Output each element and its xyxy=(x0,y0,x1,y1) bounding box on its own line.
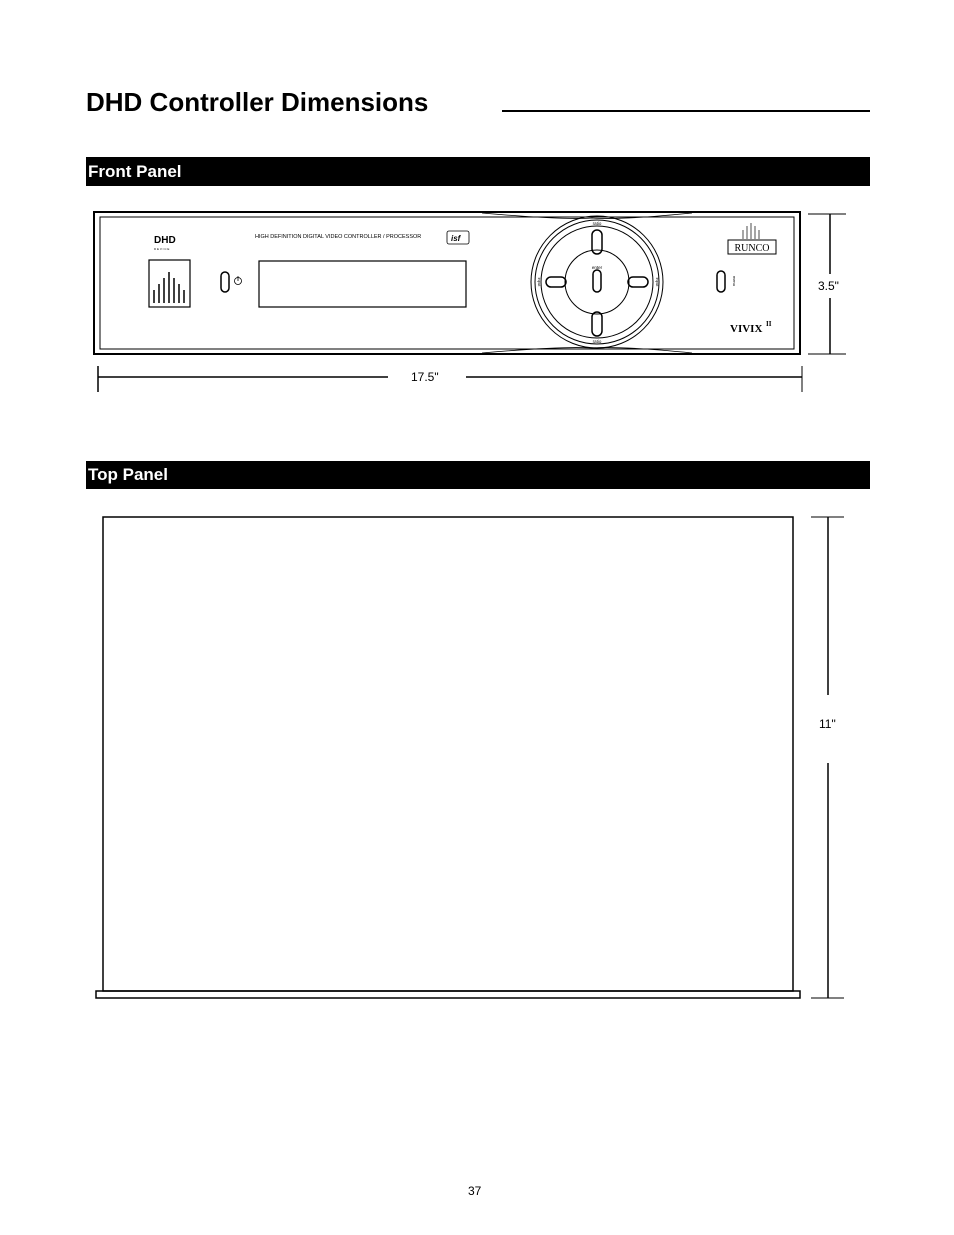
menu-label: menu xyxy=(732,275,737,287)
top-chassis-outline xyxy=(103,517,793,991)
svg-text:II: II xyxy=(766,320,772,328)
isf-logo-icon xyxy=(447,231,469,244)
top-height-dimension xyxy=(811,517,844,998)
input-left-label: input xyxy=(537,277,542,287)
front-width-label: 17.5" xyxy=(411,370,439,384)
page-number: 37 xyxy=(468,1184,482,1198)
top-panel-diagram xyxy=(90,512,850,1004)
front-height-label: 3.5" xyxy=(818,279,839,293)
power-button[interactable] xyxy=(221,272,229,292)
section-heading-front-panel: Front Panel xyxy=(86,157,870,186)
ratio-bottom-label: ratio xyxy=(592,339,602,344)
title-rule xyxy=(502,110,870,112)
vivix-logo-icon xyxy=(730,320,772,335)
svg-text:D E V I C E: D E V I C E xyxy=(154,247,170,251)
enter-label: enter xyxy=(591,265,603,270)
front-display-window xyxy=(259,261,466,307)
page-title: DHD Controller Dimensions xyxy=(86,87,429,117)
svg-text:RUNCO: RUNCO xyxy=(734,243,770,254)
device-caption: HIGH DEFINITION DIGITAL VIDEO CONTROLLER / PROCESSOR xyxy=(255,234,422,240)
input-right-button[interactable] xyxy=(628,277,648,287)
svg-text:isf: isf xyxy=(451,234,461,243)
svg-text:VIVIX: VIVIX xyxy=(730,323,763,335)
front-panel-diagram xyxy=(92,208,852,398)
runco-logo-icon xyxy=(728,223,776,254)
input-left-button[interactable] xyxy=(546,277,566,287)
sensor-grill-icon xyxy=(149,260,190,307)
top-height-label: 11" xyxy=(819,717,836,731)
enter-button[interactable] xyxy=(593,270,601,292)
top-chassis-front-lip xyxy=(96,991,800,998)
ratio-top-label: ratio xyxy=(592,221,602,226)
input-right-label: input xyxy=(655,277,660,287)
dhd-logo-icon xyxy=(154,235,176,251)
menu-button[interactable] xyxy=(717,271,725,292)
svg-text:DHD: DHD xyxy=(154,235,176,246)
ratio-down-button[interactable] xyxy=(592,312,602,336)
power-icon xyxy=(235,276,242,285)
front-width-dimension xyxy=(98,366,802,392)
section-heading-top-panel: Top Panel xyxy=(86,461,870,489)
navigation-wheel xyxy=(531,216,663,348)
